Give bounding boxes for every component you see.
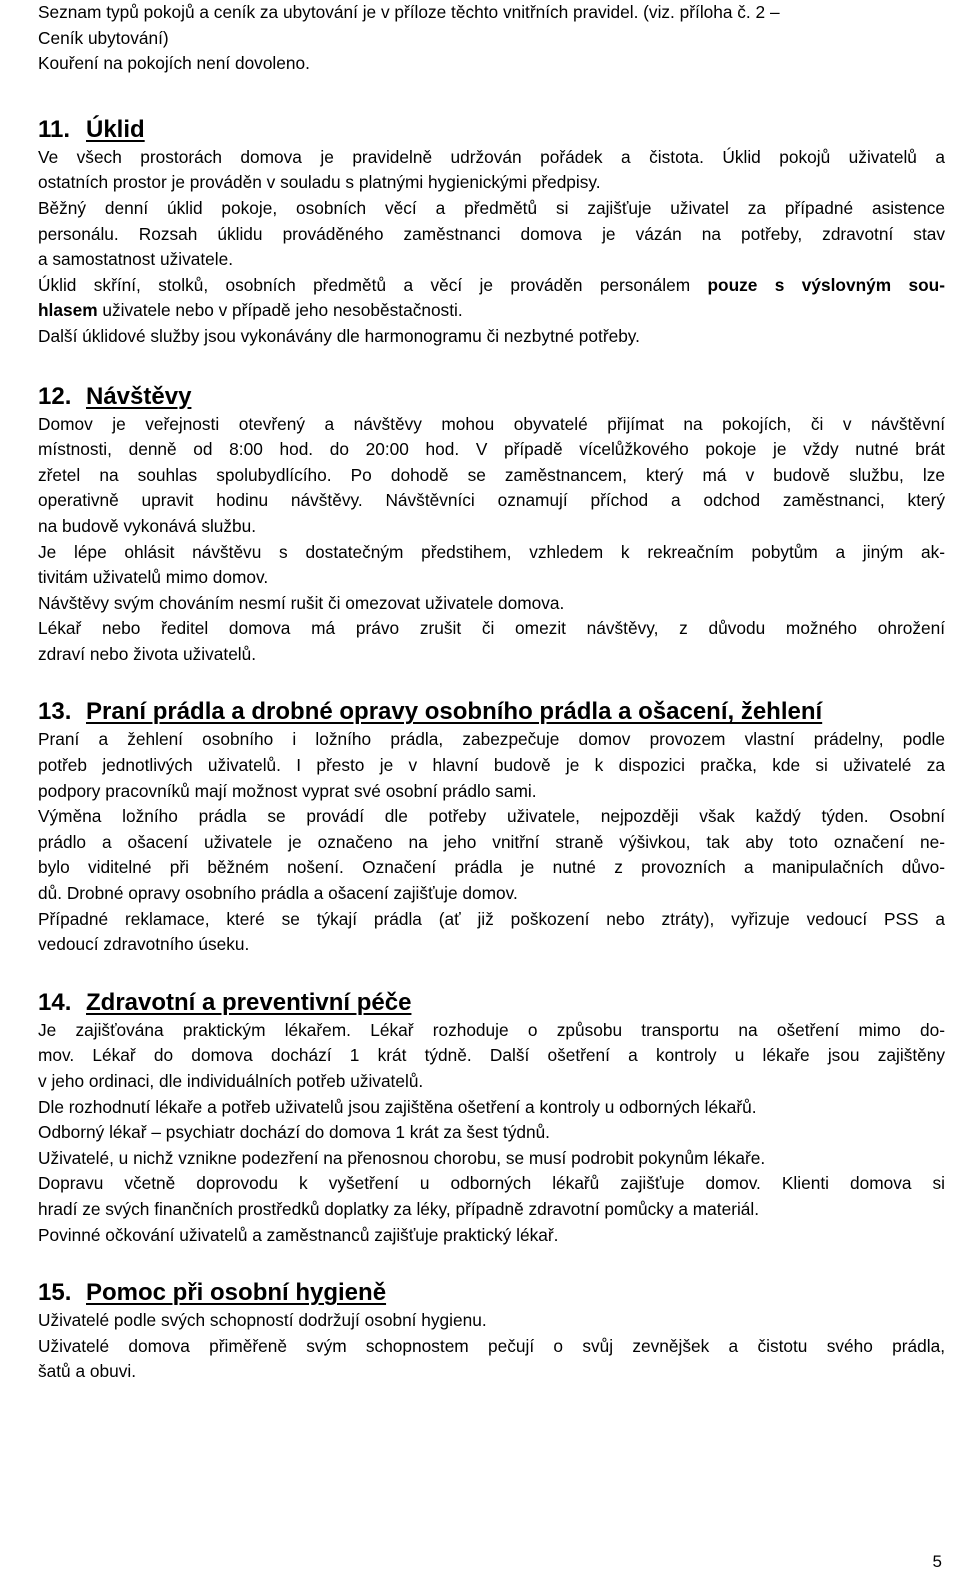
section-number: 15. <box>38 1279 72 1307</box>
section-15 <box>38 1278 945 1385</box>
paragraph-line: Další úklidové služby jsou vykonávány dle harmonogramu či nezbytné potřeby. <box>38 325 640 346</box>
paragraph-line: Výměna ložního prádla se provádí dle potřeby uživatele, nejpozději však každý týden. Osobní <box>38 806 945 827</box>
paragraph-line: Uživatelé, u nichž vznikne podezření na přenosnou chorobu, se musí podrobit pokynům lékaře. <box>38 1147 766 1168</box>
paragraph-line: Domov je veřejnosti otevřený a návštěvy mohou obyvatelé přijímat na pokojích, či v návštěvní <box>38 413 945 434</box>
paragraph-line: hradí ze svých finančních prostředků doplatky za léky, případně zdravotní pomůcky a materiál. <box>38 1198 760 1219</box>
paragraph-line: Návštěvy svým chováním nesmí rušit či omezovat uživatele domova. <box>38 592 565 613</box>
paragraph-line: personálu. Rozsah úklidu prováděného zaměstnanci domova je vázán na potřeby, zdravotní stav <box>38 223 945 244</box>
paragraph-line: Případné reklamace, které se týkají prádla (ať již poškození nebo ztráty), vyřizuje vedoucí PSS a <box>38 908 945 929</box>
section-13 <box>38 697 945 957</box>
section-14 <box>38 988 945 1248</box>
section-heading <box>38 697 945 727</box>
intro-line: Seznam typů pokojů a ceník za ubytování je v příloze těchto vnitřních pravidel. (viz. příloha č. 2 – <box>38 2 780 22</box>
paragraph-line: operativně upravit hodinu návštěvy. Návštěvníci oznamují příchod a odchod zaměstnanci, který <box>38 490 945 511</box>
paragraph-line: Běžný denní úklid pokoje, osobních věcí a předmětů si zajišťuje uživatel za případné asistence <box>38 197 945 218</box>
paragraph-line: Praní a žehlení osobního i ložního prádla, zabezpečuje domov provozem vlastní prádelny, podle <box>38 729 945 750</box>
section-number: 12. <box>38 382 72 410</box>
document-page <box>38 0 945 1385</box>
section-heading <box>38 1278 945 1308</box>
paragraph-line: potřeb jednotlivých uživatelů. I přesto je v hlavní budově je k dispozici pračka, kde si uživatelé za <box>38 755 945 776</box>
section-title: Návštěvy <box>86 382 192 410</box>
section-number: 13. <box>38 698 72 726</box>
bold-text: hlasem <box>38 300 98 321</box>
intro-block <box>38 0 945 77</box>
paragraph-line: Odborný lékař – psychiatr dochází do domova 1 krát za šest týdnů. <box>38 1122 550 1143</box>
paragraph-line: Dopravu včetně doprovodu k vyšetření u odborných lékařů zajišťuje domov. Klienti domova si <box>38 1173 945 1194</box>
paragraph-line: Dle rozhodnutí lékaře a potřeb uživatelů jsou zajištěna ošetření a kontroly u odborných lékařů. <box>38 1096 757 1117</box>
paragraph-line: Uživatelé podle svých schopností dodržují osobní hygienu. <box>38 1310 487 1331</box>
paragraph-line: na budově vykonává službu. <box>38 515 257 536</box>
paragraph-line: mov. Lékař do domova dochází 1 krát týdně. Další ošetření a kontroly u lékaře jsou zajištěny <box>38 1045 945 1066</box>
text-run: uživatele nebo v případě jeho nesoběstačnosti. <box>97 300 463 321</box>
paragraph-line: ostatních prostor je prováděn v souladu s platnými hygienickými předpisy. <box>38 172 601 193</box>
paragraph-line: Uživatelé domova přiměřeně svým schopnostem pečují o svůj zevnějšek a čistotu svého prádla, <box>38 1335 945 1356</box>
paragraph-line: Je zajišťována praktickým lékařem. Lékař rozhoduje o způsobu transportu na ošetření mimo do- <box>38 1019 945 1040</box>
paragraph-line: zdraví nebo života uživatelů. <box>38 643 257 664</box>
section-title: Zdravotní a preventivní péče <box>86 988 412 1016</box>
paragraph-line: prádlo a ošacení uživatele je označeno na jeho vnitřní straně výšivkou, tak aby toto označení ne- <box>38 831 945 852</box>
bold-text: pouze s výslovným sou- <box>707 274 945 295</box>
section-11 <box>38 115 945 350</box>
paragraph-line: dů. Drobné opravy osobního prádla a ošacení zajišťuje domov. <box>38 883 518 904</box>
paragraph-line: místnosti, denně od 8:00 hod. do 20:00 hod. V případě vícelůžkového pokoje je vždy nutné brát <box>38 439 945 460</box>
section-number: 14. <box>38 988 72 1016</box>
paragraph-line: Lékař nebo ředitel domova má právo zrušit či omezit návštěvy, z důvodu možného ohrožení <box>38 618 945 639</box>
intro-line: Kouření na pokojích není dovoleno. <box>38 53 310 74</box>
paragraph-line: Je lépe ohlásit návštěvu s dostatečným předstihem, vzhledem k rekreačním pobytům a jiným ak- <box>38 541 945 562</box>
section-heading <box>38 988 945 1018</box>
paragraph-line <box>38 273 945 299</box>
text-run: Úklid skříní, stolků, osobních předmětů a věcí je prováděn personálem <box>38 274 708 295</box>
section-heading <box>38 115 945 145</box>
section-title: Pomoc při osobní hygieně <box>86 1279 387 1307</box>
paragraph-line: Ve všech prostorách domova je pravidelně udržován pořádek a čistota. Úklid pokojů uživatelů a <box>38 146 945 167</box>
page-number: 5 <box>932 1552 942 1571</box>
paragraph-line: vedoucí zdravotního úseku. <box>38 934 250 955</box>
paragraph-line: a samostatnost uživatele. <box>38 249 233 270</box>
section-title: Úklid <box>86 115 145 143</box>
paragraph-line: Povinné očkování uživatelů a zaměstnanců zajišťuje praktický lékař. <box>38 1224 559 1245</box>
paragraph-line: v jeho ordinaci, dle individuálních potřeb uživatelů. <box>38 1071 424 1091</box>
paragraph-line: zřetel na souhlas spolubydlícího. Po dohodě se zaměstnancem, který má v budově službu, lze <box>38 464 945 485</box>
paragraph-line: bylo viditelné při běžném nošení. Označení prádla je nutné z provozních a manipulačních důvo- <box>38 857 945 878</box>
paragraph-line: šatů a obuvi. <box>38 1361 136 1382</box>
section-number: 11. <box>38 115 71 143</box>
intro-line: Ceník ubytování) <box>38 27 169 48</box>
section-title: Praní prádla a drobné opravy osobního prádla a ošacení, žehlení <box>86 698 823 726</box>
section-12 <box>38 382 945 668</box>
paragraph-line <box>38 298 945 324</box>
section-heading <box>38 382 945 412</box>
paragraph-line: podpory pracovníků mají možnost vyprat své osobní prádlo sami. <box>38 780 537 801</box>
paragraph-line: tivitám uživatelů mimo domov. <box>38 567 269 588</box>
